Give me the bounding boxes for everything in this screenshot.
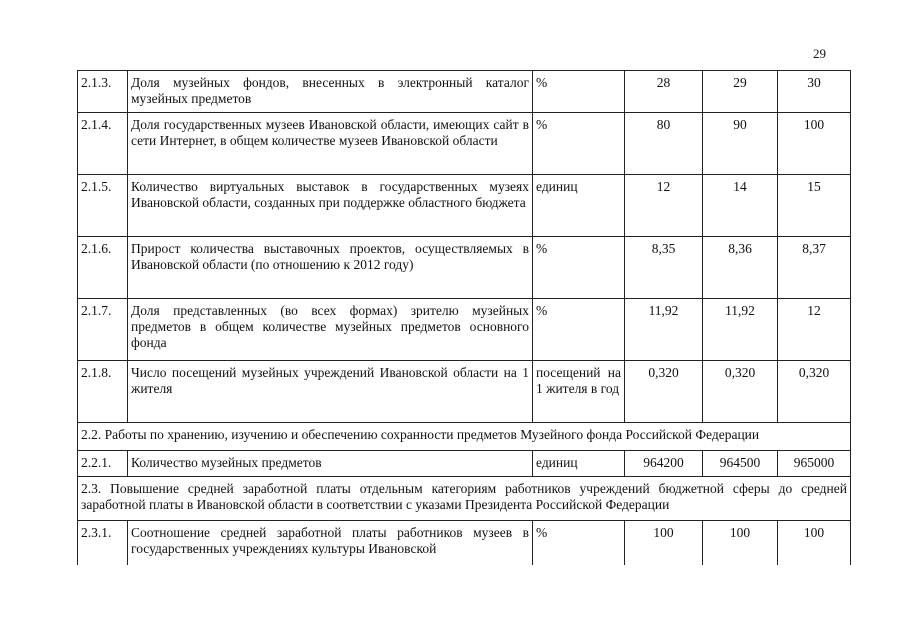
section-row [78,423,851,451]
indicator-name: Доля музейных фондов, внесенных в электронный каталог музейных предметов [128,71,533,113]
value-2: 8,36 [703,237,778,299]
table-row [78,71,851,113]
indicators-table [77,70,851,565]
value-1: 0,320 [625,361,703,423]
value-2: 964500 [703,451,778,477]
value-2: 0,320 [703,361,778,423]
indicator-name: Количество виртуальных выставок в государственных музеях Ивановской области, созданных при поддержке областного бюджета [128,175,533,237]
unit: % [533,113,625,175]
unit: % [533,237,625,299]
unit: посещений на 1 жителя в год [533,361,625,423]
indicator-name: Количество музейных предметов [128,451,533,477]
row-number: 2.1.6. [78,237,128,299]
value-1: 11,92 [625,299,703,361]
table-row [78,361,851,423]
row-number: 2.1.4. [78,113,128,175]
table-row [78,113,851,175]
indicator-name: Прирост количества выставочных проектов, осуществляемых в Ивановской области (по отношению к 2012 году) [128,237,533,299]
row-number: 2.3.1. [78,521,128,565]
indicator-name: Доля государственных музеев Ивановской области, имеющих сайт в сети Интернет, в общем количестве музеев Ивановской области [128,113,533,175]
table-row [78,299,851,361]
row-number: 2.1.7. [78,299,128,361]
unit: % [533,521,625,565]
indicator-name: Соотношение средней заработной платы работников музеев в государственных учреждениях культуры Ивановской [128,521,533,565]
unit: единиц [533,175,625,237]
section-heading-2-2: 2.2. Работы по хранению, изучению и обеспечению сохранности предметов Музейного фонда Российской Федерации [78,423,851,451]
row-number: 2.1.8. [78,361,128,423]
value-2: 100 [703,521,778,565]
value-3: 100 [778,113,851,175]
value-1: 12 [625,175,703,237]
table-row [78,237,851,299]
value-3: 12 [778,299,851,361]
value-3: 8,37 [778,237,851,299]
value-2: 11,92 [703,299,778,361]
page-number: 29 [813,46,826,61]
unit: единиц [533,451,625,477]
value-3: 100 [778,521,851,565]
table-row [78,521,851,565]
value-1: 8,35 [625,237,703,299]
row-number: 2.2.1. [78,451,128,477]
indicator-name: Доля представленных (во всех формах) зрителю музейных предметов в общем количестве музейных предметов основного фонда [128,299,533,361]
value-1: 964200 [625,451,703,477]
value-2: 14 [703,175,778,237]
section-row [78,477,851,521]
row-number: 2.1.5. [78,175,128,237]
section-heading-2-3: 2.3. Повышение средней заработной платы отдельным категориям работников учреждений бюджетной сферы до средней заработной платы в Ивановской области в соответствии с указами Президента Российской Федерации [78,477,851,521]
value-2: 29 [703,71,778,113]
row-number: 2.1.3. [78,71,128,113]
value-1: 100 [625,521,703,565]
value-1: 28 [625,71,703,113]
table-row [78,175,851,237]
value-2: 90 [703,113,778,175]
unit: % [533,71,625,113]
value-3: 0,320 [778,361,851,423]
value-3: 30 [778,71,851,113]
indicator-name: Число посещений музейных учреждений Ивановской области на 1 жителя [128,361,533,423]
value-1: 80 [625,113,703,175]
value-3: 15 [778,175,851,237]
unit: % [533,299,625,361]
table-row [78,451,851,477]
value-3: 965000 [778,451,851,477]
